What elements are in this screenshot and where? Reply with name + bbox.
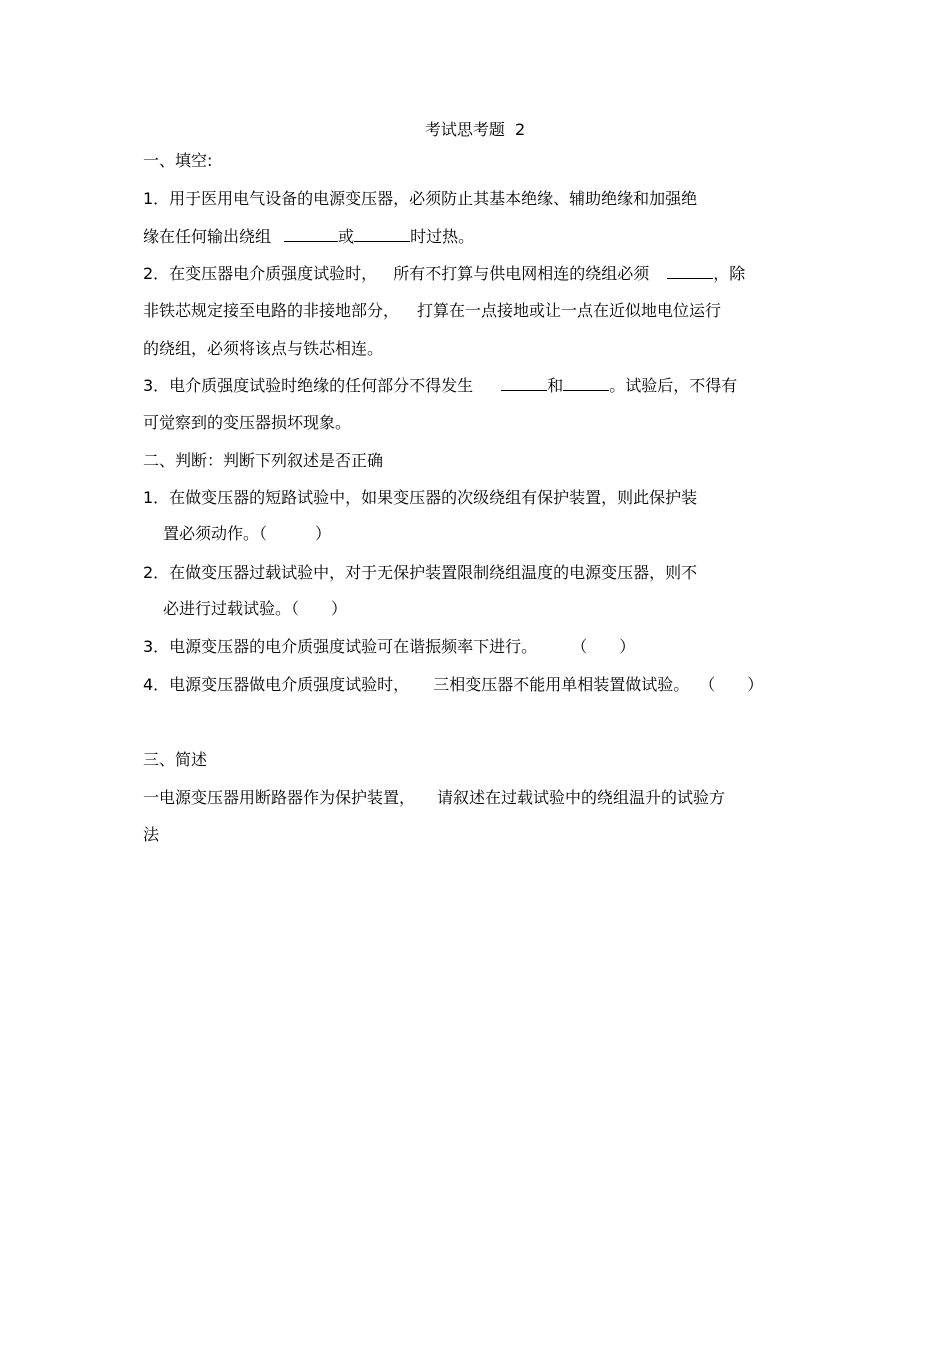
short-answer-line2: 法 (143, 825, 160, 844)
fill-q2-line1 (143, 263, 823, 285)
judge-q4 (143, 674, 823, 696)
judge-q2-line1: 2．在做变压器过载试验中，对于无保护装置限制绕组温度的电源变压器，则不 (143, 563, 698, 582)
section-heading-short-answer: 三、简述 (143, 750, 208, 769)
fill-q1-text-a: 缘在任何输出绕组 (143, 227, 277, 246)
answer-blank[interactable] (667, 264, 713, 279)
fill-q3-line1 (143, 375, 823, 397)
fill-q3-text-b: 和 (547, 376, 564, 395)
judge-q3-text: 3．电源变压器的电介质强度试验可在谐振频率下进行。 (143, 637, 538, 656)
judge-q4-text-b: 三相变压器不能用单相装置做试验。 (433, 675, 690, 694)
judge-q1-line1: 1．在做变压器的短路试验中，如果变压器的次级绕组有保护装置，则此保护装 (143, 488, 698, 507)
fill-q2-text-a: 2．在变压器电介质强度试验时， (143, 264, 378, 283)
fill-q2-text-b: 所有不打算与供电网相连的绕组必须 (393, 264, 650, 283)
document-title: 考试思考题 2 (424, 120, 526, 139)
fill-q2-line2 (143, 300, 823, 322)
fill-q3-text-c: 。试验后，不得有 (609, 376, 738, 395)
answer-blank[interactable] (563, 376, 609, 391)
fill-q1-line2 (143, 226, 823, 248)
answer-blank[interactable] (354, 227, 410, 242)
fill-q1-text-c: 时过热。 (410, 227, 475, 246)
fill-q3-line2: 可觉察到的变压器损坏现象。 (143, 413, 352, 432)
fill-q2-text-d: 非铁芯规定接至电路的非接地部分， (143, 301, 400, 320)
judge-q3-parens[interactable]: （ ） (571, 637, 636, 656)
fill-q1-line1: 1．用于医用电气设备的电源变压器，必须防止其基本绝缘、辅助绝缘和加强绝 (143, 189, 698, 208)
short-answer-line1 (143, 787, 823, 809)
answer-blank[interactable] (501, 376, 547, 391)
answer-blank[interactable] (284, 227, 338, 242)
judge-q1-line2: 置必须动作。（ ） (163, 524, 332, 543)
judge-q3 (143, 636, 823, 658)
fill-q2-line3: 的绕组，必须将该点与铁芯相连。 (143, 339, 384, 358)
short-answer-text-a: 一电源变压器用断路器作为保护装置， (143, 788, 416, 807)
section-heading-fill-in: 一、填空: (143, 151, 213, 170)
judge-q2-line2: 必进行过载试验。（ ） (163, 599, 348, 618)
section-heading-true-false: 二、判断：判断下列叙述是否正确 (143, 451, 384, 470)
short-answer-text-b: 请叙述在过载试验中的绕组温升的试验方 (437, 788, 726, 807)
judge-q4-text-a: 4．电源变压器做电介质强度试验时， (143, 675, 410, 694)
judge-q4-parens[interactable]: （ ） (699, 675, 764, 694)
fill-q1-text-b: 或 (338, 227, 355, 246)
fill-q2-text-c: ，除 (713, 264, 746, 283)
fill-q2-text-e: 打算在一点接地或让一点在近似地电位运行 (417, 301, 722, 320)
fill-q3-text-a: 3．电介质强度试验时绝缘的任何部分不得发生 (143, 376, 474, 395)
